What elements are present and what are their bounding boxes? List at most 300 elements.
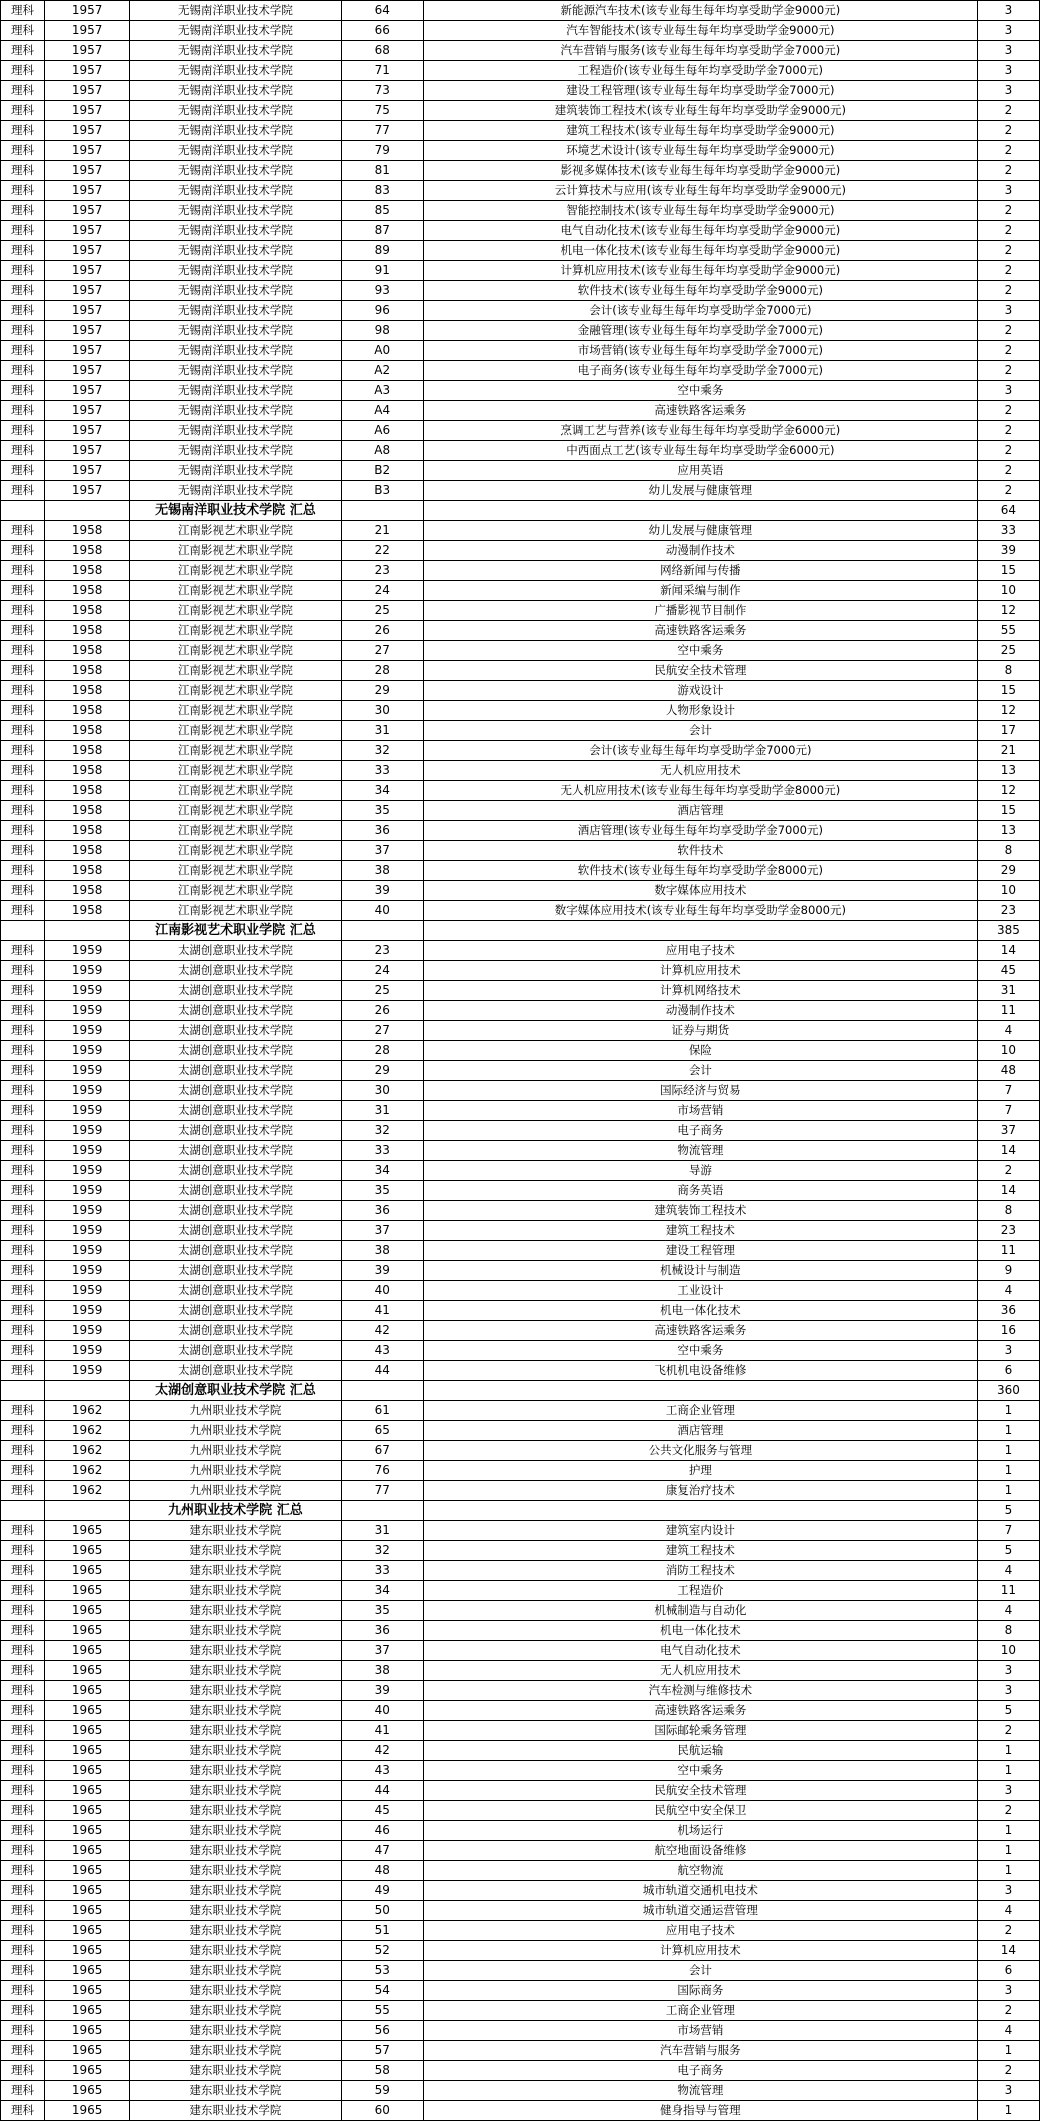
cell-school-name: 建东职业技术学院 [130,1661,341,1681]
cell-major-name: 机械制造与自动化 [423,1601,977,1621]
cell-school-code: 1965 [45,1581,130,1601]
cell-major-code: 37 [341,841,423,861]
cell-count: 4 [977,1561,1039,1581]
cell-major-code: 42 [341,1321,423,1341]
cell-count: 2 [977,101,1039,121]
cell-subject: 理科 [1,261,45,281]
cell-major-code [341,921,423,941]
table-row [1,561,1040,581]
cell-subject: 理科 [1,1361,45,1381]
cell-major-name: 国际商务 [423,1981,977,2001]
cell-subject: 理科 [1,141,45,161]
table-row [1,1361,1040,1381]
table-row [1,361,1040,381]
cell-major-name: 导游 [423,1161,977,1181]
cell-school-name: 建东职业技术学院 [130,1521,341,1541]
cell-school-code: 1965 [45,1781,130,1801]
cell-school-name: 九州职业技术学院 [130,1461,341,1481]
cell-count: 3 [977,61,1039,81]
table-row [1,1301,1040,1321]
cell-major-name: 建筑装饰工程技术(该专业每生每年均享受助学金9000元) [423,101,977,121]
cell-major-name: 机电一体化技术 [423,1621,977,1641]
cell-school-code: 1959 [45,1121,130,1141]
table-row-summary [1,1501,1040,1521]
cell-school-name: 太湖创意职业技术学院 [130,1001,341,1021]
cell-school-name: 无锡南洋职业技术学院 [130,161,341,181]
cell-count: 3 [977,1981,1039,2001]
cell-school-code: 1957 [45,281,130,301]
cell-major-name: 电子商务 [423,1121,977,1141]
cell-school-code: 1965 [45,1601,130,1621]
cell-subject: 理科 [1,1621,45,1641]
cell-school-name: 太湖创意职业技术学院 [130,1221,341,1241]
cell-major-code: 31 [341,1101,423,1121]
cell-major-code: 79 [341,141,423,161]
cell-subject: 理科 [1,761,45,781]
cell-major-code: 38 [341,861,423,881]
cell-major-code: 41 [341,1301,423,1321]
cell-subject: 理科 [1,221,45,241]
cell-school-name: 太湖创意职业技术学院 [130,1101,341,1121]
cell-major-code: 57 [341,2041,423,2061]
table-row [1,2081,1040,2101]
cell-major-code: 48 [341,1861,423,1881]
cell-school-code: 1965 [45,1941,130,1961]
cell-subject: 理科 [1,1041,45,1061]
cell-school-code: 1957 [45,481,130,501]
cell-school-name: 建东职业技术学院 [130,1901,341,1921]
cell-major-code: 67 [341,1441,423,1461]
table-row [1,1421,1040,1441]
cell-school-code: 1958 [45,561,130,581]
cell-major-code: 98 [341,321,423,341]
cell-school-code: 1965 [45,1881,130,1901]
cell-subject: 理科 [1,1701,45,1721]
cell-school-name: 太湖创意职业技术学院 [130,1041,341,1061]
cell-subject: 理科 [1,1021,45,1041]
cell-count: 45 [977,961,1039,981]
cell-school-name: 太湖创意职业技术学院 [130,1301,341,1321]
table-row [1,1281,1040,1301]
table-row [1,1801,1040,1821]
cell-subject: 理科 [1,1441,45,1461]
table-row [1,421,1040,441]
cell-major-code: 34 [341,1161,423,1181]
cell-school-name: 建东职业技术学院 [130,1641,341,1661]
table-row [1,881,1040,901]
cell-count: 360 [977,1381,1039,1401]
cell-count: 3 [977,1661,1039,1681]
cell-school-code: 1959 [45,1341,130,1361]
cell-count: 1 [977,1821,1039,1841]
cell-school-name: 太湖创意职业技术学院 [130,1081,341,1101]
cell-school-name: 建东职业技术学院 [130,1761,341,1781]
cell-school-name: 江南影视艺术职业学院 [130,781,341,801]
cell-major-name: 酒店管理 [423,801,977,821]
cell-school-code: 1965 [45,1801,130,1821]
cell-subject: 理科 [1,2001,45,2021]
cell-school-name: 无锡南洋职业技术学院 [130,81,341,101]
cell-major-code: 38 [341,1661,423,1681]
cell-major-name: 新闻采编与制作 [423,581,977,601]
cell-count: 3 [977,41,1039,61]
cell-major-name: 烹调工艺与营养(该专业每生每年均享受助学金6000元) [423,421,977,441]
cell-school-name: 太湖创意职业技术学院 [130,1281,341,1301]
cell-major-name: 消防工程技术 [423,1561,977,1581]
cell-school-code: 1965 [45,2061,130,2081]
cell-school-code: 1957 [45,321,130,341]
cell-summary-label: 江南影视艺术职业学院 汇总 [130,921,341,941]
cell-major-name: 软件技术 [423,841,977,861]
table-row [1,1061,1040,1081]
cell-subject: 理科 [1,781,45,801]
cell-school-code [45,501,130,521]
cell-major-name: 幼儿发展与健康管理 [423,521,977,541]
table-row [1,1741,1040,1761]
cell-school-code: 1959 [45,1041,130,1061]
cell-major-name: 云计算技术与应用(该专业每生每年均享受助学金9000元) [423,181,977,201]
cell-major-code: 91 [341,261,423,281]
cell-count: 1 [977,1441,1039,1461]
cell-subject: 理科 [1,1801,45,1821]
cell-major-code: 77 [341,121,423,141]
cell-major-code: 44 [341,1781,423,1801]
cell-subject: 理科 [1,1941,45,1961]
cell-major-name: 无人机应用技术 [423,761,977,781]
cell-major-name: 工程造价 [423,1581,977,1601]
cell-count: 2 [977,281,1039,301]
cell-count: 37 [977,1121,1039,1141]
cell-school-name: 江南影视艺术职业学院 [130,761,341,781]
cell-school-name: 无锡南洋职业技术学院 [130,421,341,441]
cell-school-name: 太湖创意职业技术学院 [130,1201,341,1221]
cell-major-name: 汽车智能技术(该专业每生每年均享受助学金9000元) [423,21,977,41]
cell-school-name: 江南影视艺术职业学院 [130,521,341,541]
cell-major-name: 软件技术(该专业每生每年均享受助学金8000元) [423,861,977,881]
table-row [1,1861,1040,1881]
cell-school-name: 无锡南洋职业技术学院 [130,221,341,241]
cell-school-name: 无锡南洋职业技术学院 [130,141,341,161]
cell-school-name: 太湖创意职业技术学院 [130,961,341,981]
cell-major-name: 机电一体化技术 [423,1301,977,1321]
cell-count: 2 [977,141,1039,161]
cell-subject: 理科 [1,1881,45,1901]
cell-subject: 理科 [1,981,45,1001]
cell-subject: 理科 [1,1601,45,1621]
cell-major-code: 32 [341,741,423,761]
cell-major-code: 68 [341,41,423,61]
cell-school-name: 江南影视艺术职业学院 [130,881,341,901]
cell-major-code: 30 [341,1081,423,1101]
cell-major-code: 26 [341,1001,423,1021]
cell-school-code [45,921,130,941]
cell-major-name [423,921,977,941]
cell-major-code: 65 [341,1421,423,1441]
cell-school-name: 九州职业技术学院 [130,1481,341,1501]
cell-count: 2 [977,201,1039,221]
cell-school-code: 1958 [45,641,130,661]
cell-subject: 理科 [1,1261,45,1281]
table-row [1,661,1040,681]
cell-subject: 理科 [1,581,45,601]
cell-major-code: 50 [341,1901,423,1921]
cell-school-code: 1957 [45,301,130,321]
cell-school-code: 1962 [45,1461,130,1481]
cell-major-code: 33 [341,1561,423,1581]
cell-subject [1,1501,45,1521]
cell-count: 1 [977,2101,1039,2121]
cell-count: 15 [977,681,1039,701]
cell-subject: 理科 [1,241,45,261]
cell-major-name: 民航安全技术管理 [423,661,977,681]
cell-major-name: 会计(该专业每生每年均享受助学金7000元) [423,741,977,761]
cell-count: 13 [977,821,1039,841]
table-row [1,841,1040,861]
cell-subject: 理科 [1,1641,45,1661]
cell-major-code: 52 [341,1941,423,1961]
table-row [1,741,1040,761]
cell-school-code: 1957 [45,261,130,281]
cell-summary-label: 无锡南洋职业技术学院 汇总 [130,501,341,521]
cell-count: 1 [977,1401,1039,1421]
cell-subject: 理科 [1,1681,45,1701]
cell-school-name: 无锡南洋职业技术学院 [130,461,341,481]
cell-count: 31 [977,981,1039,1001]
table-row [1,121,1040,141]
cell-subject: 理科 [1,1341,45,1361]
cell-school-code: 1957 [45,101,130,121]
cell-summary-label: 九州职业技术学院 汇总 [130,1501,341,1521]
cell-school-name: 建东职业技术学院 [130,1921,341,1941]
cell-subject: 理科 [1,1181,45,1201]
cell-count: 23 [977,901,1039,921]
cell-school-name: 无锡南洋职业技术学院 [130,181,341,201]
cell-school-name: 建东职业技术学院 [130,2041,341,2061]
table-row [1,241,1040,261]
cell-major-code: 27 [341,1021,423,1041]
cell-count: 25 [977,641,1039,661]
table-row [1,261,1040,281]
table-row [1,1881,1040,1901]
cell-count: 1 [977,1481,1039,1501]
cell-subject: 理科 [1,661,45,681]
cell-major-name: 网络新闻与传播 [423,561,977,581]
cell-school-code: 1959 [45,1241,130,1261]
table-row [1,101,1040,121]
table-row [1,1941,1040,1961]
cell-major-code: 31 [341,1521,423,1541]
cell-major-code: A3 [341,381,423,401]
cell-school-code: 1965 [45,1521,130,1541]
cell-major-code: 83 [341,181,423,201]
cell-school-code: 1957 [45,381,130,401]
cell-major-code: 35 [341,1601,423,1621]
cell-major-name: 保险 [423,1041,977,1061]
cell-subject: 理科 [1,461,45,481]
cell-school-code: 1965 [45,1821,130,1841]
cell-school-name: 建东职业技术学院 [130,1721,341,1741]
cell-school-code: 1957 [45,201,130,221]
cell-subject: 理科 [1,721,45,741]
table-row [1,601,1040,621]
cell-school-code: 1959 [45,1281,130,1301]
cell-school-name: 江南影视艺术职业学院 [130,741,341,761]
cell-subject: 理科 [1,561,45,581]
cell-school-code: 1965 [45,2081,130,2101]
table-row [1,761,1040,781]
cell-school-code: 1957 [45,181,130,201]
cell-school-code: 1957 [45,221,130,241]
table-row [1,861,1040,881]
cell-count: 13 [977,761,1039,781]
cell-school-name: 无锡南洋职业技术学院 [130,281,341,301]
cell-school-name: 太湖创意职业技术学院 [130,1321,341,1341]
cell-school-name: 江南影视艺术职业学院 [130,721,341,741]
cell-school-name: 建东职业技术学院 [130,1601,341,1621]
cell-major-code: 43 [341,1341,423,1361]
cell-count: 23 [977,1221,1039,1241]
cell-count: 8 [977,1621,1039,1641]
table-row [1,1601,1040,1621]
cell-count: 2 [977,1161,1039,1181]
table-row [1,461,1040,481]
cell-major-name: 建筑工程技术 [423,1541,977,1561]
table-row [1,801,1040,821]
cell-subject: 理科 [1,1421,45,1441]
cell-count: 1 [977,1741,1039,1761]
cell-major-name: 空中乘务 [423,381,977,401]
cell-school-code: 1965 [45,2101,130,2121]
cell-school-name: 建东职业技术学院 [130,1561,341,1581]
cell-subject: 理科 [1,741,45,761]
cell-count: 4 [977,2021,1039,2041]
cell-subject: 理科 [1,401,45,421]
cell-subject: 理科 [1,1781,45,1801]
cell-major-code: 49 [341,1881,423,1901]
table-row [1,2001,1040,2021]
cell-count: 10 [977,881,1039,901]
cell-major-name: 无人机应用技术 [423,1661,977,1681]
cell-count: 15 [977,801,1039,821]
cell-major-name: 无人机应用技术(该专业每生每年均享受助学金8000元) [423,781,977,801]
cell-major-name: 城市轨道交通运营管理 [423,1901,977,1921]
cell-major-name: 酒店管理(该专业每生每年均享受助学金7000元) [423,821,977,841]
cell-major-name: 酒店管理 [423,1421,977,1441]
cell-major-code: 43 [341,1761,423,1781]
table-row-summary [1,921,1040,941]
cell-subject: 理科 [1,321,45,341]
cell-school-code: 1958 [45,661,130,681]
cell-major-code: 34 [341,781,423,801]
cell-count: 55 [977,621,1039,641]
cell-subject: 理科 [1,381,45,401]
cell-subject: 理科 [1,1861,45,1881]
cell-subject: 理科 [1,1741,45,1761]
cell-subject: 理科 [1,1961,45,1981]
cell-school-name: 建东职业技术学院 [130,1861,341,1881]
table-row [1,1581,1040,1601]
cell-major-code: 44 [341,1361,423,1381]
cell-school-code: 1959 [45,1161,130,1181]
cell-subject: 理科 [1,1721,45,1741]
cell-major-name: 物流管理 [423,1141,977,1161]
cell-subject: 理科 [1,1461,45,1481]
cell-subject: 理科 [1,521,45,541]
cell-major-code [341,501,423,521]
cell-count: 39 [977,541,1039,561]
table-row-summary [1,501,1040,521]
cell-school-code: 1965 [45,1741,130,1761]
table-row [1,1161,1040,1181]
cell-count: 1 [977,1761,1039,1781]
cell-school-name: 江南影视艺术职业学院 [130,621,341,641]
cell-major-name: 应用电子技术 [423,941,977,961]
cell-school-code: 1959 [45,1181,130,1201]
cell-school-name: 建东职业技术学院 [130,2021,341,2041]
cell-subject: 理科 [1,901,45,921]
cell-school-name: 江南影视艺术职业学院 [130,641,341,661]
cell-count: 2 [977,361,1039,381]
cell-school-name: 建东职业技术学院 [130,2101,341,2121]
cell-subject: 理科 [1,1,45,21]
cell-count: 2 [977,461,1039,481]
cell-summary-label: 太湖创意职业技术学院 汇总 [130,1381,341,1401]
cell-major-code: 23 [341,561,423,581]
table-row [1,901,1040,921]
cell-school-name: 建东职业技术学院 [130,1541,341,1561]
cell-school-code: 1959 [45,1301,130,1321]
cell-school-name: 无锡南洋职业技术学院 [130,301,341,321]
cell-school-name: 无锡南洋职业技术学院 [130,21,341,41]
cell-count: 11 [977,1001,1039,1021]
cell-major-name: 市场营销(该专业每生每年均享受助学金7000元) [423,341,977,361]
cell-subject: 理科 [1,41,45,61]
table-row [1,1721,1040,1741]
cell-major-name: 空中乘务 [423,641,977,661]
table-row [1,201,1040,221]
cell-school-code: 1965 [45,1561,130,1581]
cell-major-name: 软件技术(该专业每生每年均享受助学金9000元) [423,281,977,301]
cell-count: 2 [977,241,1039,261]
cell-count: 6 [977,1961,1039,1981]
cell-subject: 理科 [1,121,45,141]
cell-major-name: 环境艺术设计(该专业每生每年均享受助学金9000元) [423,141,977,161]
cell-major-code: 38 [341,1241,423,1261]
cell-major-code: 76 [341,1461,423,1481]
cell-major-name [423,501,977,521]
cell-major-code: 29 [341,681,423,701]
cell-subject: 理科 [1,1841,45,1861]
cell-subject: 理科 [1,361,45,381]
cell-school-name: 太湖创意职业技术学院 [130,1361,341,1381]
cell-subject: 理科 [1,1201,45,1221]
cell-major-name: 数字媒体应用技术(该专业每生每年均享受助学金8000元) [423,901,977,921]
cell-school-name: 太湖创意职业技术学院 [130,1341,341,1361]
table-row [1,181,1040,201]
cell-major-name: 航空物流 [423,1861,977,1881]
table-row [1,1641,1040,1661]
cell-major-code: 87 [341,221,423,241]
cell-school-name: 无锡南洋职业技术学院 [130,361,341,381]
cell-major-name: 工业设计 [423,1281,977,1301]
cell-school-code: 1957 [45,361,130,381]
cell-major-name: 电子商务(该专业每生每年均享受助学金7000元) [423,361,977,381]
cell-school-code: 1965 [45,2001,130,2021]
table-row [1,1461,1040,1481]
cell-school-code: 1959 [45,1101,130,1121]
cell-school-code: 1965 [45,1701,130,1721]
cell-subject: 理科 [1,841,45,861]
